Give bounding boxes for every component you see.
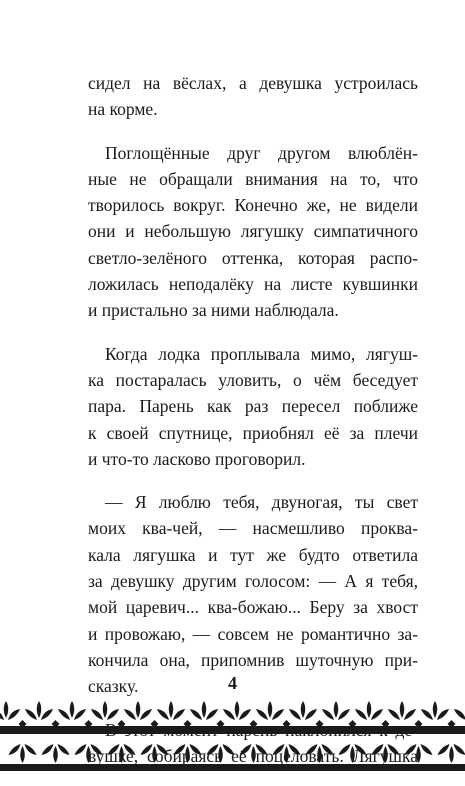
text-line: моих ква-чей, — насмешливо проква- — [88, 518, 418, 539]
text-line: на корме. — [88, 99, 158, 120]
text-line: ные не обращали внимания на то, что — [88, 168, 418, 189]
text-line: и провожаю, — совсем не романтично за- — [88, 623, 418, 644]
text-line: к своей спутнице, приобнял её за плечи — [88, 422, 418, 443]
text-line: пара. Парень как раз пересел поближе — [88, 396, 418, 417]
page-number: 4 — [228, 673, 237, 693]
text-line: вушке, собираясь её поцеловать. — [88, 745, 344, 766]
paragraph — [88, 140, 418, 324]
text-line: за девушку другим голосом: — А я тебя, — [88, 571, 418, 592]
text-line: мой царевич... ква-божаю... Беру за хвост — [88, 597, 418, 618]
text-line: ложилась неподалёку на листе кувшинки — [88, 274, 418, 295]
text-line: сидел на вёслах, а девушка устроилась — [88, 73, 418, 93]
paragraph — [88, 489, 418, 699]
leaf-pattern-border-icon — [0, 690, 465, 771]
text-line: и пристально за ними наблюдала. — [88, 300, 339, 321]
text-line: — Я люблю тебя, двуногая, ты свет — [105, 492, 418, 513]
paragraph — [88, 70, 418, 123]
text-line: кончила она, припомнив шуточную при- — [88, 649, 418, 670]
text-line: Поглощённые друг другом влюблён- — [105, 142, 418, 163]
text-line: творилось вокруг. Конечно же, не видели — [88, 195, 418, 216]
paragraph — [88, 341, 418, 472]
text-line: светло-зелёного оттенка, которая распо- — [88, 247, 418, 268]
text-line: ка постаралась уловить, о чём беседует — [88, 369, 418, 390]
text-line: кала лягушка и тут же будто ответила — [88, 544, 418, 565]
text-line: сказку. — [88, 676, 139, 697]
text-line: и что-то ласково проговорил. — [88, 448, 306, 469]
text-line: Когда лодка проплывала мимо, лягуш- — [105, 343, 418, 364]
text-line: они и небольшую лягушку симпатичного — [88, 221, 418, 242]
